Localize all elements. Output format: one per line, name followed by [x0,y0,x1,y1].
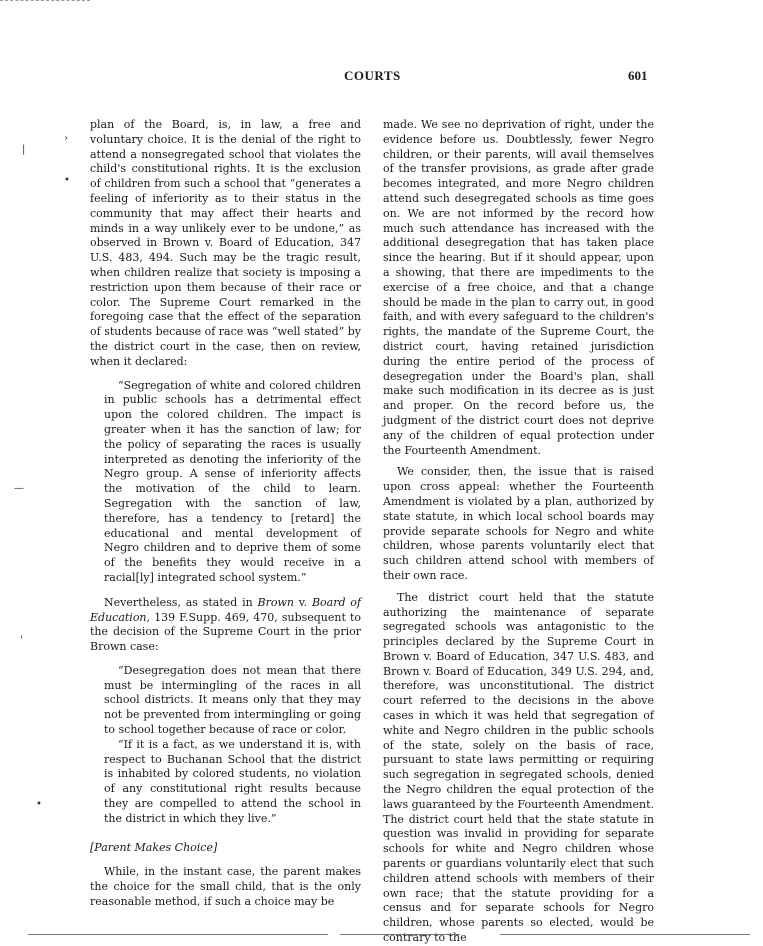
margin-mark: — [14,483,24,494]
bottom-rule [340,934,460,935]
running-title: COURTS [344,68,401,83]
margin-mark: ' [20,635,23,646]
text-run: Nevertheless, as stated in [104,595,258,609]
top-edge-dashes [0,0,90,3]
block-quote [90,664,361,827]
right-column [383,118,654,946]
text-run: v. [293,595,312,609]
quote-paragraph: “If it is a fact, as we understand it is, with respect to Buchanan School that the district is inhabited by colored students, no violation of any constitutional right results because they are compelled to attend the school in the district in which they live.” [104,737,361,825]
paragraph: While, in the instant case, the parent makes the choice for the small child, that is the only reasonable method, if such a choice may be [90,865,361,909]
paragraph: The district court held that the statute authorizing the maintenance of separate segregated schools was antagonistic to the principles declared by the Supreme Court in Brown v. Board of Education, 347 U.S. 483, and Brown v. Board of Education, 349 U.S. 294, and, therefore, was unconstitutional. The district court referred to the decisions in the above cases in which it was held that segregation of white and Negro children in the public schools of the state, solely on the basis of race, pursuant to state laws permitting or requiring such segregation in segregated schools, denied the Negro children the equal protection of the laws guaranteed by the Fourteenth Amendment. The district court held that the state statute in question was invalid in providing for separate schools for white and Negro children whose parents or guardians voluntarily elect that such children attend schools with members of their own race; that the statute providing for a census and for separate schools for Negro children, whose parents so elected, would be contrary to the [383,590,654,945]
margin-mark: • [64,175,70,186]
quote-paragraph: “Desegregation does not mean that there must be intermingling of the races in all school districts. It means only that they may not be prevented from intermingling or going to school together because of race or color. [104,663,361,737]
margin-mark: › [64,133,68,144]
case-name: Board of Education [90,595,361,624]
case-name: Brown [257,595,294,609]
bottom-rule [28,934,328,935]
page-number: 601 [628,68,648,83]
block-quote [90,379,361,586]
margin-mark: • [36,799,42,810]
left-column [90,118,361,910]
bottom-rule [500,934,750,935]
section-heading: [Parent Makes Choice] [90,840,218,854]
paragraph: plan of the Board, is, in law, a free and voluntary choice. It is the denial of the right to attend a nonsegregated school that violates the child's constitutional rights. It is the exclusion of children from such a school that “generates a feeling of inferiority as to their status in the community that may affect their hearts and minds in a way unlikely ever to be undone,” as observed in Brown v. Board of Education, 347 U.S. 483, 494. Such may be the tragic result, when children realize that society is imposing a restriction upon them because of their race or color. The Supreme Court remarked in the foregoing case that the effect of the separation of students because of race was “well stated” by the district court in the case, then on review, when it declared: [90,118,361,368]
paragraph: We consider, then, the issue that is raised upon cross appeal: whether the Fourteenth Amendment is violated by a plan, authorized by state statute, in which local school boards may provide separate schools for Negro and white children, whose parents voluntarily elect that such children attend school with members of their own race. [383,465,654,582]
text-run: , 139 F.Supp. 469, 470, subsequent to the decision of the Supreme Court in the prior Brown case: [90,610,361,654]
paragraph: made. We see no deprivation of right, under the evidence before us. Doubtlessly, fewer Negro children, or their parents, will avail themselves of the transfer provisions, as grade after grade becomes integrated, and more Negro children attend such desegregated schools as time goes on. We are not informed by the record how much such attendance has increased with the additional desegregation that has taken place since the hearing. But if it should appear, upon a showing, that there are impediments to the exercise of a free choice, and that a change should be made in the plan to carry out, in good faith, and with every safeguard to the children's rights, the mandate of the Supreme Court, the district court, having retained jurisdiction during the entire period of the process of desegregation under the Board's plan, shall make such modification in its decree as is just and proper. On the record before us, the judgment of the district court does not deprive any of the children of equal protection under the Fourteenth Amendment. [383,118,654,457]
margin-mark: | [22,144,26,155]
running-header [0,68,763,88]
paragraph [90,596,361,655]
quote-paragraph: “Segregation of white and colored children in public schools has a detrimental effect upon the colored children. The impact is greater when it has the sanction of law; for the policy of separating the races is usually interpreted as denoting the inferiority of the Negro group. A sense of inferiority affects the motivation of the child to learn. Segregation with the sanction of law, therefore, has a tendency to [retard] the educational and mental development of Negro children and to deprive them of some of the benefits they would receive in a racial[ly] integrated school system.” [104,378,361,584]
